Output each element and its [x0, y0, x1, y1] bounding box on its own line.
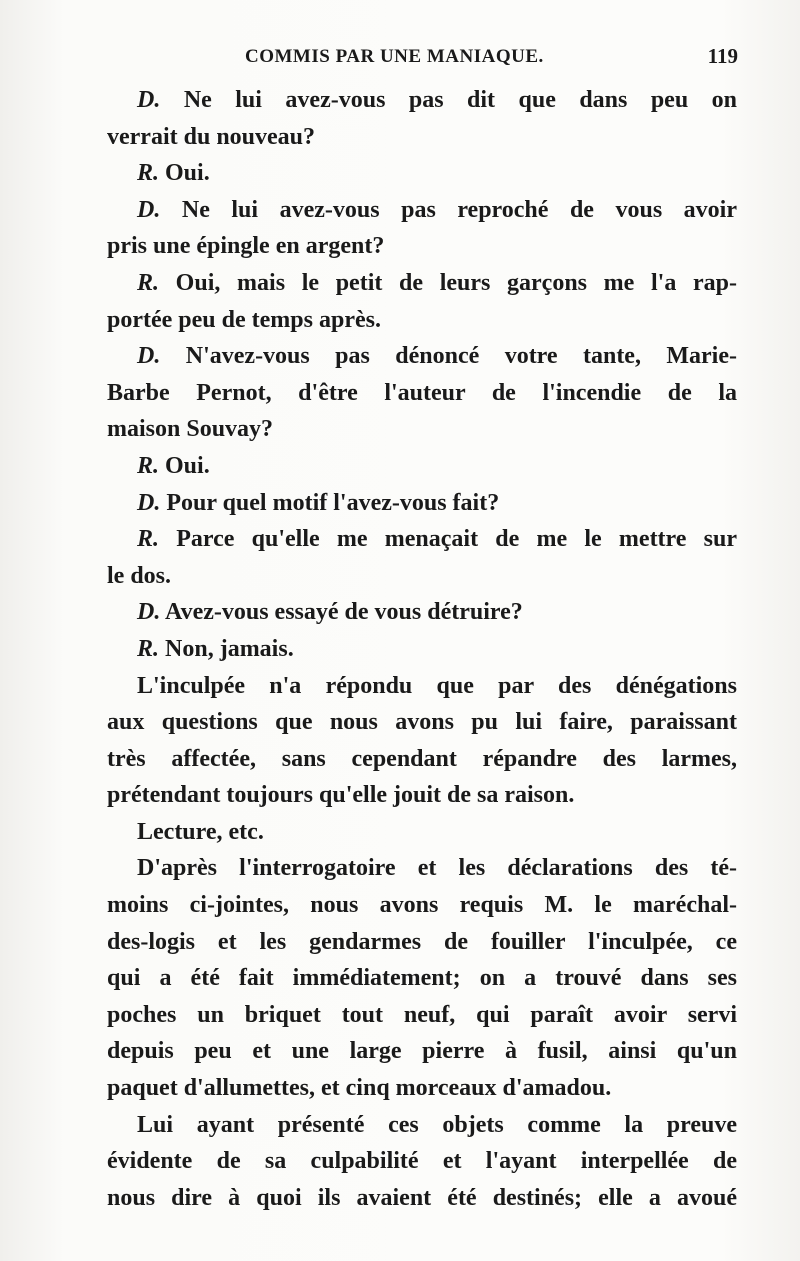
text-line: très affectée, sans cependant répandre des larmes,: [107, 745, 737, 772]
text-line: prétendant toujours qu'elle jouit de sa raison.: [107, 782, 575, 809]
text-line: D'après l'interrogatoire et les déclarations des té-: [137, 855, 737, 882]
speaker-marker: D.: [137, 343, 161, 370]
page-number: 119: [707, 44, 738, 68]
text-line: moins ci-jointes, nous avons requis M. le maréchal-: [107, 892, 737, 919]
text-line: des-logis et les gendarmes de fouiller l'inculpée, ce: [107, 928, 737, 955]
text-line: D. Ne lui avez-vous pas reproché de vous avoir: [137, 196, 737, 223]
text-line: maison Souvay?: [107, 416, 274, 443]
text-line: qui a été fait immédiatement; on a trouvé dans ses: [107, 965, 737, 992]
text-line: D. N'avez-vous pas dénoncé votre tante, Marie-: [137, 343, 737, 370]
text-line: D. Pour quel motif l'avez-vous fait?: [137, 489, 500, 516]
text-line: R. Oui, mais le petit de leurs garçons me l'a rap-: [137, 269, 737, 296]
text-line: L'inculpée n'a répondu que par des dénégations: [137, 672, 737, 699]
speaker-marker: D.: [137, 87, 161, 113]
text-line: aux questions que nous avons pu lui faire, paraissant: [107, 709, 737, 736]
text-line: Lui ayant présenté ces objets comme la preuve: [137, 1111, 737, 1138]
text-line: D. Ne lui avez-vous pas dit que dans peu on: [137, 87, 737, 113]
speaker-marker: D.: [137, 599, 161, 626]
speaker-marker: R.: [137, 526, 160, 553]
speaker-marker: R.: [137, 452, 160, 479]
text-line: depuis peu et une large pierre à fusil, ainsi qu'un: [107, 1038, 737, 1065]
speaker-marker: R.: [137, 269, 160, 296]
page-header: [105, 40, 738, 74]
speaker-marker: D.: [137, 489, 161, 516]
text-line: paquet d'allumettes, et cinq morceaux d'amadou.: [107, 1075, 612, 1102]
text-line: nous dire à quoi ils avaient été destinés; elle a avoué: [107, 1184, 737, 1211]
speaker-marker: R.: [137, 635, 160, 662]
speaker-marker: R.: [137, 160, 160, 187]
text-line: poches un briquet tout neuf, qui paraît avoir servi: [107, 1001, 737, 1028]
text-line: R. Oui.: [137, 452, 210, 479]
text-line: R. Parce qu'elle me menaçait de me le mettre sur: [137, 526, 737, 553]
text-line: Barbe Pernot, d'être l'auteur de l'incendie de la: [107, 379, 737, 406]
text-line: R. Non, jamais.: [137, 635, 294, 662]
text-line: pris une épingle en argent?: [107, 233, 385, 260]
body-text: [107, 82, 737, 1216]
text-line: verrait du nouveau?: [107, 123, 316, 150]
text-line: R. Oui.: [137, 160, 210, 187]
text-line: portée peu de temps après.: [107, 306, 381, 333]
text-line: D. Avez-vous essayé de vous détruire?: [137, 599, 523, 626]
text-line: Lecture, etc.: [137, 818, 264, 845]
text-line: évidente de sa culpabilité et l'ayant interpellée de: [107, 1148, 737, 1175]
speaker-marker: D.: [137, 196, 161, 223]
running-title: COMMIS PAR UNE MANIAQUE.: [245, 46, 544, 67]
text-line: le dos.: [107, 562, 172, 589]
